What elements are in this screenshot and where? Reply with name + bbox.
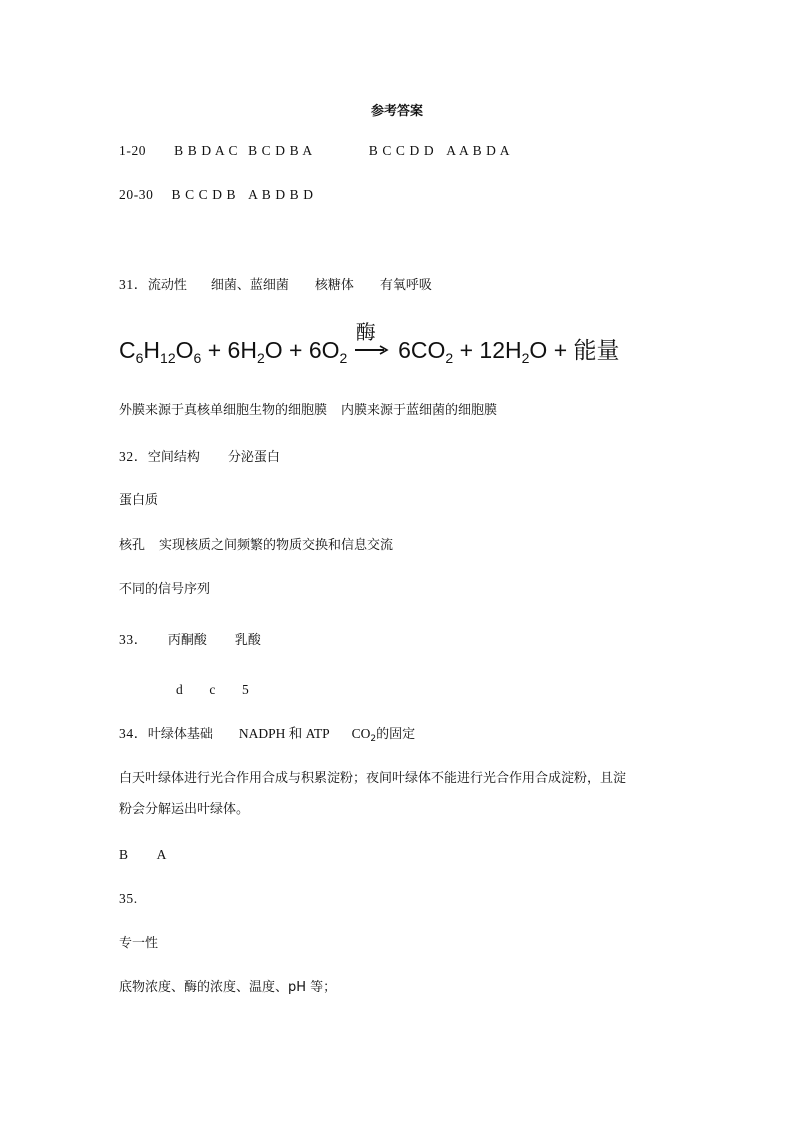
answer: 叶绿体基础 <box>147 727 213 742</box>
mc-group: B C C D B <box>171 187 237 202</box>
mc-row-2 <box>119 187 314 203</box>
mc-row-1 <box>119 143 510 159</box>
eq-term: O <box>529 337 548 363</box>
answer: CO <box>351 726 371 741</box>
question-number: 34． <box>119 726 148 741</box>
q35-line2: 底物浓度、酶的浓度、温度、pH 等； <box>119 980 337 995</box>
question-number: 32． <box>119 449 148 464</box>
q35-number: 35. <box>119 891 138 906</box>
q34-answers <box>119 726 415 747</box>
answer: 丙酮酸 <box>167 633 207 648</box>
answer: B <box>119 847 129 862</box>
mc-range: 1-20 <box>119 143 147 158</box>
answer: 细菌、蓝细菌 <box>210 278 289 293</box>
eq-plus: + <box>553 337 568 363</box>
q32-line3 <box>119 538 393 554</box>
answer: 外膜来源于真核单细胞生物的细胞膜 <box>119 403 328 418</box>
eq-plus: + <box>459 337 474 363</box>
eq-sub: 6 <box>135 350 144 366</box>
answer: 5 <box>241 682 250 697</box>
eq-term: O <box>264 337 283 363</box>
eq-term: C <box>119 337 136 363</box>
answer: 流动性 <box>147 278 187 293</box>
q32-line4: 不同的信号序列 <box>119 582 211 597</box>
eq-plus: + <box>207 337 222 363</box>
answer: 空间结构 <box>147 450 200 465</box>
q34-paragraph-line1: 白天叶绿体进行光合作用合成与积累淀粉；夜间叶绿体不能进行光合作用合成淀粉，且淀 <box>119 771 627 786</box>
answer: 核糖体 <box>314 278 354 293</box>
eq-plus: + <box>289 337 303 363</box>
answer: 内膜来源于蓝细菌的细胞膜 <box>341 403 498 418</box>
mc-group: A A B D A <box>446 143 511 158</box>
q31-membrane <box>119 403 497 419</box>
eq-sub: 2 <box>339 350 348 366</box>
eq-sub: 2 <box>256 350 265 366</box>
catalyst-label: 酶 <box>355 322 376 344</box>
eq-term: 6CO <box>398 337 446 363</box>
answer: 有氧呼吸 <box>379 278 432 293</box>
eq-term: 12H <box>479 337 522 363</box>
q33-line2 <box>176 682 249 698</box>
eq-term: H <box>143 337 161 363</box>
q33-answers <box>119 632 261 649</box>
reaction-arrow <box>354 322 392 365</box>
question-number: 33． <box>119 632 148 647</box>
eq-sub: 12 <box>160 350 176 366</box>
q32-line2: 蛋白质 <box>119 493 159 508</box>
eq-sub: 2 <box>445 350 454 366</box>
eq-term: 能量 <box>573 337 620 363</box>
eq-term: 6H <box>227 337 257 363</box>
answer: A <box>156 847 167 862</box>
question-number: 31． <box>119 277 148 292</box>
arrow-icon <box>354 344 390 356</box>
respiration-equation <box>119 322 620 373</box>
eq-sub: 6 <box>193 350 202 366</box>
subscript: 2 <box>370 734 377 744</box>
answer: 实现核质之间频繁的物质交换和信息交流 <box>159 538 394 553</box>
answer: d <box>176 682 184 697</box>
eq-term: O <box>175 337 194 363</box>
mc-group: B C C D D <box>368 143 435 158</box>
mc-range: 20-30 <box>119 187 154 202</box>
mc-group: B B D A C <box>174 143 239 158</box>
answer: NADPH 和 ATP <box>238 726 330 741</box>
answer: c <box>209 682 216 697</box>
eq-term: 6O <box>308 337 340 363</box>
eq-sub: 2 <box>521 350 530 366</box>
q34-line3 <box>119 847 167 863</box>
page-title: 参考答案 <box>370 104 423 119</box>
answer: 核孔 <box>119 538 146 553</box>
answer: 的固定 <box>376 727 416 742</box>
answer: 分泌蛋白 <box>227 450 280 465</box>
mc-group: A B D B D <box>248 187 314 202</box>
q32-answers <box>119 449 280 466</box>
q31-answers <box>119 277 432 294</box>
q35-line1: 专一性 <box>119 936 159 951</box>
mc-group: B C D B A <box>248 143 313 158</box>
q34-paragraph-line2: 粉会分解运出叶绿体。 <box>119 802 250 817</box>
answer: 乳酸 <box>234 633 261 648</box>
